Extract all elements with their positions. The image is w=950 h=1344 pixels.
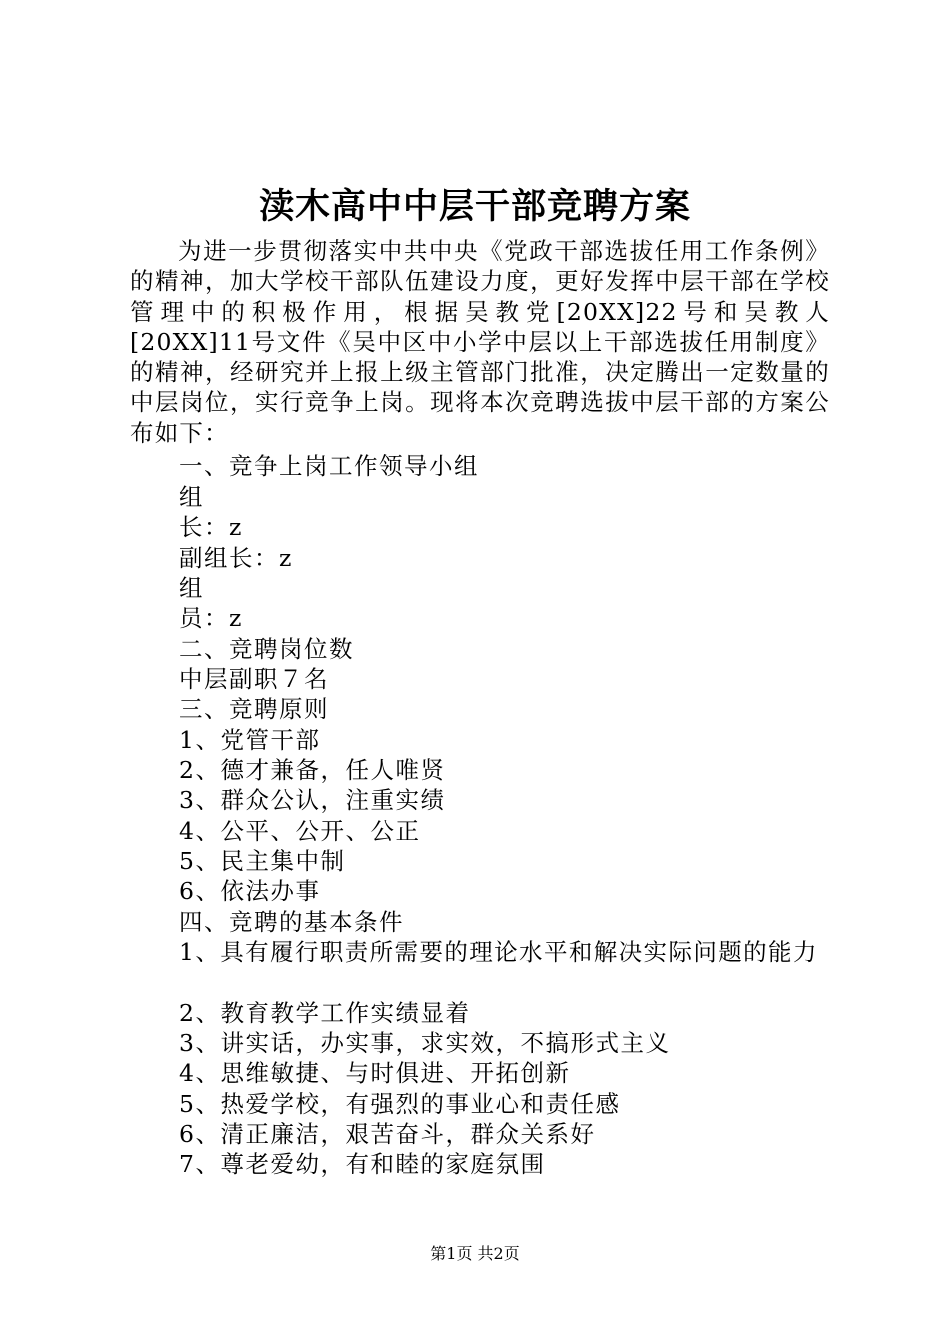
section-heading: 四、竞聘的基本条件 <box>179 908 404 936</box>
list-item: 3、讲实话，办实事，求实效，不搞形式主义 <box>179 1029 671 1057</box>
list-item: 1、党管干部 <box>179 726 321 754</box>
list-item: 长：z <box>179 513 243 541</box>
page-number: 第1页 共2页 <box>430 1244 520 1263</box>
document-title: 渎木高中中层干部竞聘方案 <box>258 186 691 227</box>
list-item: 3、群众公认，注重实绩 <box>179 786 446 814</box>
list-item: 6、依法办事 <box>179 877 321 905</box>
intro-paragraph: 为进一步贯彻落实中共中央《党政干部选拔任用工作条例》的精神，加大学校干部队伍建设力度，更好发挥中层干部在学校管理中的积极作用，根据吴教党[20XX]22号和吴教人[20XX]11号文件《吴中区中小学中层以上干部选拔任用制度》的精神，经研究并上报上级主管部门批准，决定腾出一定数量的中层岗位，实行竞争上岗。现将本次竞聘选拔中层干部的方案公布如下： <box>130 237 830 447</box>
list-item: 2、教育教学工作实绩显着 <box>179 999 471 1027</box>
list-item: 组 <box>179 574 204 602</box>
list-item: 4、公平、公开、公正 <box>179 817 421 845</box>
list-item: 中层副职７名 <box>179 665 329 693</box>
list-item: 组 <box>179 483 204 511</box>
list-item: 2、德才兼备，任人唯贤 <box>179 756 446 784</box>
section-heading: 三、竞聘原则 <box>179 695 329 723</box>
list-item: 副组长：z <box>179 544 293 572</box>
section-heading: 二、竞聘岗位数 <box>179 635 354 663</box>
list-item: 7、尊老爱幼，有和睦的家庭氛围 <box>179 1150 546 1178</box>
list-item: 5、民主集中制 <box>179 847 346 875</box>
list-item: 4、思维敏捷、与时俱进、开拓创新 <box>179 1059 571 1087</box>
list-item: 6、清正廉洁，艰苦奋斗，群众关系好 <box>179 1120 596 1148</box>
list-item: 1、具有履行职责所需要的理论水平和解决实际问题的能力 <box>179 938 818 966</box>
section-heading: 一、竞争上岗工作领导小组 <box>179 452 479 480</box>
list-item: 5、热爱学校，有强烈的事业心和责任感 <box>179 1090 621 1118</box>
list-item: 员：z <box>179 604 243 632</box>
